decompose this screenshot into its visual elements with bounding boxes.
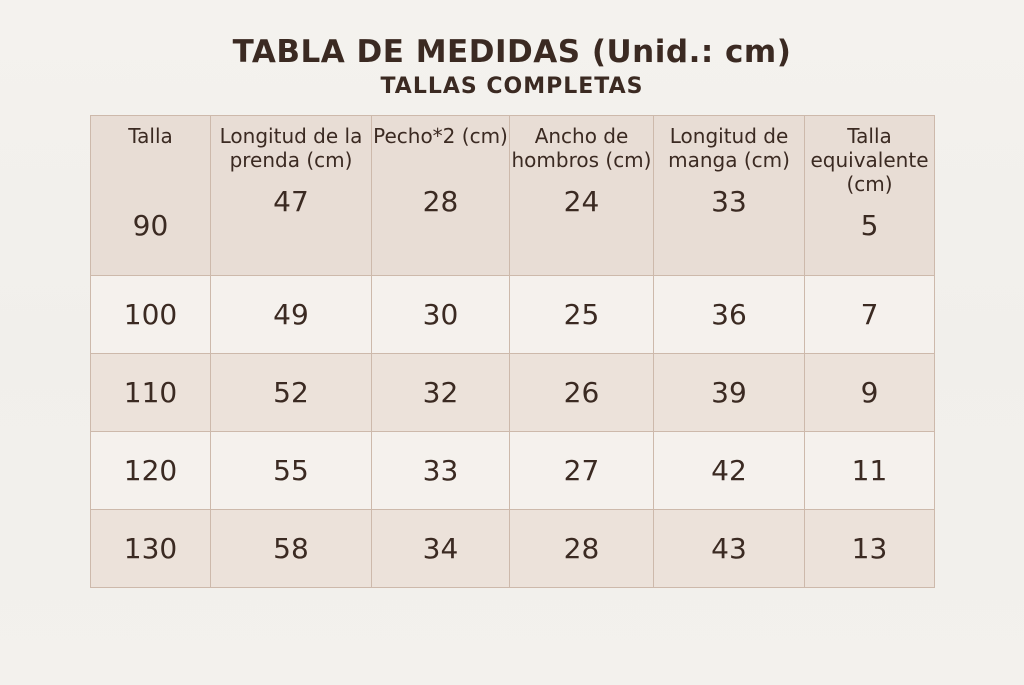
table-cell: 28: [422, 185, 459, 218]
header-and-first-row: [91, 116, 935, 276]
column-header-pecho: [372, 116, 510, 276]
table-cell: 43: [654, 510, 805, 588]
table-cell: 36: [654, 276, 805, 354]
table-cell: 47: [273, 185, 309, 218]
header-label: Ancho de hombros (cm): [511, 124, 652, 172]
table-cell: 100: [91, 276, 211, 354]
table-cell: 34: [372, 510, 510, 588]
page-title: TABLA DE MEDIDAS (Unid.: cm): [232, 34, 792, 70]
table-cell: 30: [372, 276, 510, 354]
table-cell: 120: [91, 432, 211, 510]
table-cell: 25: [510, 276, 654, 354]
table-row: [91, 510, 935, 588]
table-cell: 42: [654, 432, 805, 510]
table-cell: 90: [132, 209, 169, 242]
table-cell: 32: [372, 354, 510, 432]
header-label: Talla: [128, 124, 173, 148]
table-cell: 5: [860, 209, 879, 242]
table-cell: 13: [805, 510, 935, 588]
table-row: [91, 432, 935, 510]
table-row: [91, 354, 935, 432]
table-cell: 49: [211, 276, 372, 354]
table-cell: 33: [711, 185, 747, 218]
table-cell: 24: [563, 185, 600, 218]
table-cell: 11: [805, 432, 935, 510]
table-cell: 28: [510, 510, 654, 588]
column-header-ancho-hombros: [510, 116, 654, 276]
column-header-longitud-prenda: [211, 116, 372, 276]
table-cell: 9: [805, 354, 935, 432]
table-cell: 130: [91, 510, 211, 588]
table-cell: 33: [372, 432, 510, 510]
header-label: Talla equivalente (cm): [810, 124, 929, 196]
table-cell: 7: [805, 276, 935, 354]
header-label: Longitud de manga (cm): [668, 124, 790, 172]
table-cell: 26: [510, 354, 654, 432]
header-label: Pecho*2 (cm): [373, 124, 508, 148]
table-cell: 27: [510, 432, 654, 510]
header-label: Longitud de la prenda (cm): [219, 124, 363, 172]
table-cell: 52: [211, 354, 372, 432]
size-chart-table: [90, 115, 935, 588]
table-row: [91, 276, 935, 354]
table-cell: 58: [211, 510, 372, 588]
page-subtitle: TALLAS COMPLETAS: [380, 74, 644, 99]
table-cell: 110: [91, 354, 211, 432]
column-header-talla: [91, 116, 211, 276]
table-cell: 39: [654, 354, 805, 432]
column-header-talla-equivalente: [805, 116, 935, 276]
column-header-longitud-manga: [654, 116, 805, 276]
table-cell: 55: [211, 432, 372, 510]
